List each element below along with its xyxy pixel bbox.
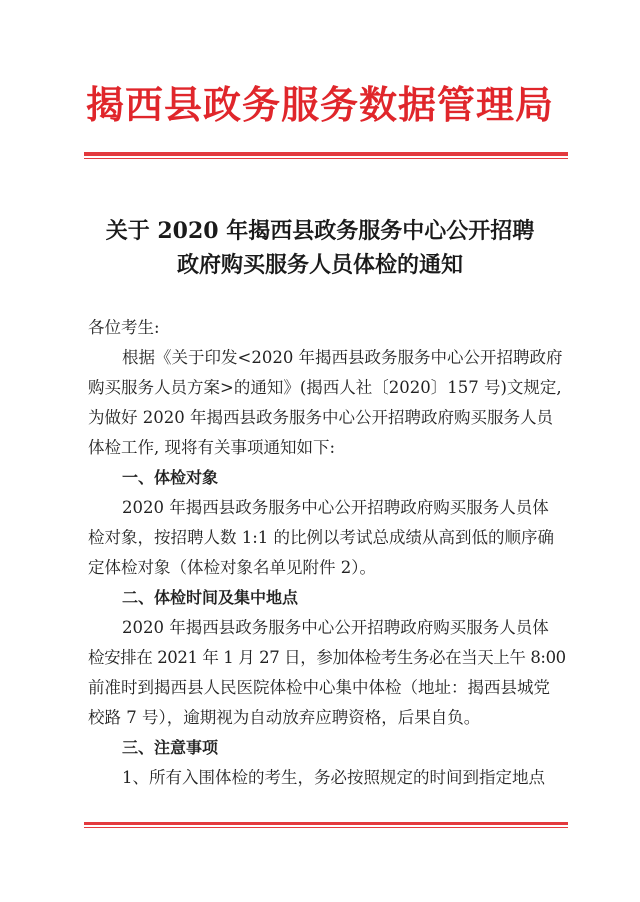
- document-title-line-2: 政府购买服务人员体检的通知: [176, 252, 463, 278]
- section-heading: 三、注意事项: [122, 738, 219, 757]
- section-heading: 一、体检对象: [122, 468, 219, 487]
- header-divider-thick: [84, 152, 568, 156]
- footer-divider-thick: [84, 822, 568, 825]
- salutation: 各位考生:: [88, 318, 160, 337]
- body-line: 2020 年揭西县政务服务中心公开招聘政府购买服务人员体: [122, 618, 549, 637]
- body-line: 检安排在 2021 年 1 月 27 日，参加体检考生务必在当天上午 8:00: [88, 648, 566, 667]
- body-line: 前准时到揭西县人民医院体检中心集中体检（地址：揭西县城党: [88, 678, 550, 697]
- body-line: 购买服务人员方案>的通知》(揭西人社〔2020〕157 号)文规定,: [88, 378, 562, 397]
- document-title-line-1: 关于 2020 年揭西县政务服务中心公开招聘: [105, 218, 535, 244]
- body-line: 定体检对象（体检对象名单见附件 2）。: [88, 558, 376, 577]
- footer-divider-thin: [84, 827, 568, 828]
- body-line: 为做好 2020 年揭西县政务服务中心公开招聘政府购买服务人员: [88, 408, 553, 427]
- section-heading: 二、体检时间及集中地点: [122, 588, 299, 607]
- body-line: 检对象，按招聘人数 1:1 的比例以考试总成绩从高到低的顺序确: [88, 528, 555, 547]
- issuing-org-header: 揭西县政务服务数据管理局: [85, 82, 554, 127]
- header-divider-thin: [84, 158, 568, 159]
- body-line: 1、所有入围体检的考生，务必按照规定的时间到指定地点: [122, 768, 545, 787]
- body-line: 体检工作, 现将有关事项通知如下:: [88, 438, 336, 457]
- body-line: 根据《关于印发<2020 年揭西县政务服务中心公开招聘政府: [122, 348, 563, 367]
- body-line: 2020 年揭西县政务服务中心公开招聘政府购买服务人员体: [122, 498, 549, 517]
- body-line: 校路 7 号），逾期视为自动放弃应聘资格，后果自负。: [88, 708, 481, 727]
